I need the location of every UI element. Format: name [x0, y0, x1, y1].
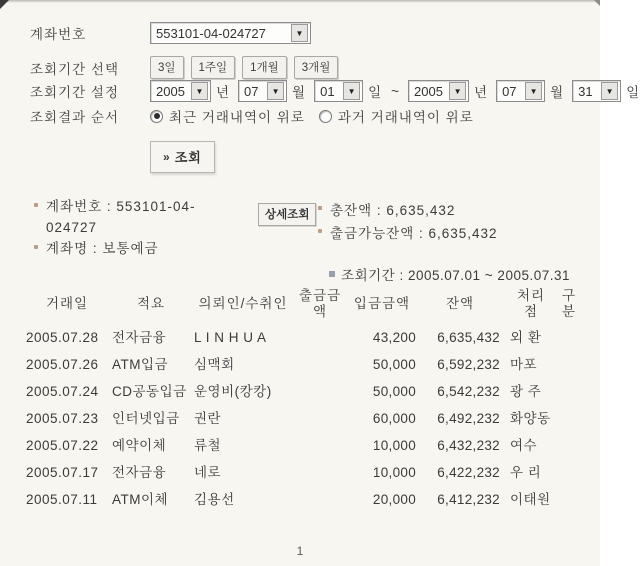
chevron-down-icon: ▼	[267, 82, 284, 100]
period-select-row	[30, 56, 345, 79]
month-suffix: 월	[550, 85, 565, 100]
cell-party: 심맥회	[194, 356, 235, 372]
header-deposit: 입금금액	[353, 296, 411, 311]
period-buttons	[150, 56, 345, 79]
table-row	[24, 459, 590, 486]
cell-party: 김용선	[194, 491, 235, 507]
cell-date: 2005.07.28	[26, 330, 99, 345]
cell-desc: 예약이체	[112, 437, 167, 453]
cell-deposit: 10,000	[372, 438, 416, 453]
chevron-down-icon: ▼	[449, 82, 466, 100]
year-suffix: 년	[474, 85, 489, 100]
total-balance: 총잔액 : 6,635,432	[330, 199, 592, 222]
cell-desc: 인터넷입금	[112, 410, 180, 426]
detail-inquiry-button[interactable]: 상세조회	[258, 203, 316, 226]
scan-edge-artifact	[0, 0, 600, 3]
table-row	[24, 324, 590, 351]
table-row	[24, 405, 590, 432]
chevron-down-icon: ▼	[291, 24, 308, 42]
scan-corner-artifact-right	[594, 0, 600, 6]
cell-type	[554, 361, 584, 369]
order-option-oldest-first[interactable]	[319, 106, 474, 126]
cell-withdrawal	[294, 388, 346, 396]
double-chevron-icon: »	[163, 149, 170, 164]
month-suffix: 월	[292, 85, 307, 100]
cell-deposit: 20,000	[372, 492, 416, 507]
transaction-table-body	[24, 324, 590, 513]
account-select[interactable]	[150, 22, 311, 44]
chevron-down-icon: ▼	[343, 82, 360, 100]
cell-branch: 여수	[510, 437, 538, 453]
order-label: 조회결과 순서	[30, 110, 119, 125]
cell-party: 네로	[194, 464, 222, 480]
cell-type	[554, 469, 584, 477]
table-header-row	[24, 284, 590, 324]
range-tilde: ~	[391, 83, 401, 99]
cell-withdrawal	[294, 442, 346, 450]
search-button[interactable]	[150, 141, 215, 173]
cell-withdrawal	[294, 415, 346, 423]
cell-date: 2005.07.22	[26, 438, 99, 453]
scan-corner-artifact	[0, 0, 9, 9]
chevron-down-icon: ▼	[525, 82, 542, 100]
cell-type	[554, 388, 584, 396]
cell-branch: 우 리	[510, 464, 542, 480]
date-range-controls	[150, 80, 644, 102]
cell-desc: ATM입금	[112, 356, 169, 372]
cell-date: 2005.07.24	[26, 384, 99, 399]
available-balance: 출금가능잔액 : 6,635,432	[330, 222, 592, 245]
year-suffix: 년	[216, 85, 231, 100]
summary-account-name: 계좌명 : 보통예금	[46, 238, 244, 259]
search-button-label: 조회	[174, 150, 202, 165]
radio-selected-icon[interactable]	[150, 110, 163, 123]
header-party: 의뢰인/수취인	[198, 296, 288, 311]
cell-balance: 6,635,432	[437, 330, 500, 345]
header-date: 거래일	[45, 296, 89, 311]
header-withdrawal: 출금금액	[298, 288, 342, 319]
from-year-select[interactable]	[150, 80, 211, 102]
cell-party: L I N H U A	[194, 329, 267, 345]
chevron-down-icon: ▼	[601, 82, 618, 100]
order-option-label: 과거 거래내역이 위로	[337, 110, 474, 125]
cell-date: 2005.07.23	[26, 411, 99, 426]
cell-party: 운영비(캉캉)	[194, 383, 272, 399]
to-month-value: 07	[502, 83, 517, 99]
order-row	[30, 106, 474, 126]
account-summary	[46, 196, 244, 259]
balance-summary	[330, 199, 592, 245]
from-year-value: 2005	[156, 83, 185, 99]
cell-type	[554, 442, 584, 450]
cell-deposit: 43,200	[372, 330, 416, 345]
order-options	[150, 106, 474, 126]
from-day-value: 01	[320, 83, 335, 99]
cell-branch: 화양동	[510, 410, 551, 426]
cell-withdrawal	[294, 361, 346, 369]
cell-deposit: 10,000	[372, 465, 416, 480]
cell-deposit: 50,000	[372, 384, 416, 399]
period-set-row	[30, 80, 644, 102]
cell-desc: ATM이체	[112, 491, 169, 507]
radio-unselected-icon[interactable]	[319, 110, 332, 123]
cell-desc: 전자금융	[112, 329, 167, 345]
chevron-down-icon: ▼	[191, 82, 208, 100]
cell-desc: 전자금융	[112, 464, 167, 480]
header-branch: 처리점	[516, 288, 546, 319]
day-suffix: 일	[626, 85, 641, 100]
period-button-3months[interactable]: 3개월	[294, 56, 339, 79]
table-row	[24, 486, 590, 513]
cell-balance: 6,422,232	[437, 465, 500, 480]
header-desc: 적요	[136, 296, 166, 311]
cell-type	[554, 334, 584, 342]
account-label: 계좌번호	[30, 27, 87, 42]
day-suffix: 일	[368, 85, 383, 100]
from-month-value: 07	[244, 83, 259, 99]
period-select-label: 조회기간 선택	[30, 61, 119, 77]
period-button-1week[interactable]: 1주일	[191, 56, 236, 79]
cell-branch: 외 환	[510, 329, 542, 345]
cell-withdrawal	[294, 496, 346, 504]
cell-type	[554, 415, 584, 423]
to-month-select[interactable]	[496, 80, 545, 102]
cell-balance: 6,412,232	[437, 492, 500, 507]
square-bullet-icon	[329, 271, 335, 277]
header-type: 구분	[561, 288, 577, 319]
to-day-value: 31	[578, 83, 593, 99]
from-day-select[interactable]	[314, 80, 363, 102]
cell-date: 2005.07.11	[26, 492, 98, 507]
header-balance: 잔액	[445, 296, 475, 311]
cell-date: 2005.07.26	[26, 357, 99, 372]
cell-type	[554, 496, 584, 504]
cell-desc: CD공동입금	[112, 383, 187, 399]
transaction-table	[24, 284, 590, 513]
cell-balance: 6,542,232	[437, 384, 500, 399]
order-option-label: 최근 거래내역이 위로	[169, 110, 305, 125]
table-row	[24, 432, 590, 459]
inquiry-period	[329, 264, 570, 284]
cell-withdrawal	[294, 334, 346, 342]
cell-balance: 6,592,232	[437, 357, 500, 372]
account-row	[30, 22, 311, 44]
to-year-select[interactable]	[408, 80, 469, 102]
to-year-value: 2005	[414, 83, 443, 99]
cell-balance: 6,432,232	[437, 438, 500, 453]
table-row	[24, 351, 590, 378]
cell-balance: 6,492,232	[437, 411, 500, 426]
period-set-label: 조회기간 설정	[30, 85, 119, 100]
cell-party: 권란	[194, 410, 222, 426]
inquiry-period-text: 조회기간 : 2005.07.01 ~ 2005.07.31	[341, 268, 570, 283]
cell-deposit: 60,000	[372, 411, 416, 426]
period-button-3days[interactable]: 3일	[150, 56, 184, 79]
cell-date: 2005.07.17	[26, 465, 99, 480]
period-button-1month[interactable]: 1개월	[242, 56, 287, 79]
to-day-select[interactable]	[572, 80, 621, 102]
account-select-value: 553101-04-024727	[156, 25, 266, 41]
cell-branch: 이태원	[510, 491, 551, 507]
table-row	[24, 378, 590, 405]
cell-branch: 광 주	[510, 383, 542, 399]
page-number: 1	[296, 544, 304, 558]
cell-party: 류철	[194, 437, 222, 453]
summary-account-number: 계좌번호 : 553101-04-024727	[46, 196, 244, 238]
cell-withdrawal	[294, 469, 346, 477]
cell-deposit: 50,000	[372, 357, 416, 372]
order-option-recent-first[interactable]	[150, 106, 305, 126]
cell-branch: 마포	[510, 356, 538, 372]
from-month-select[interactable]	[238, 80, 287, 102]
